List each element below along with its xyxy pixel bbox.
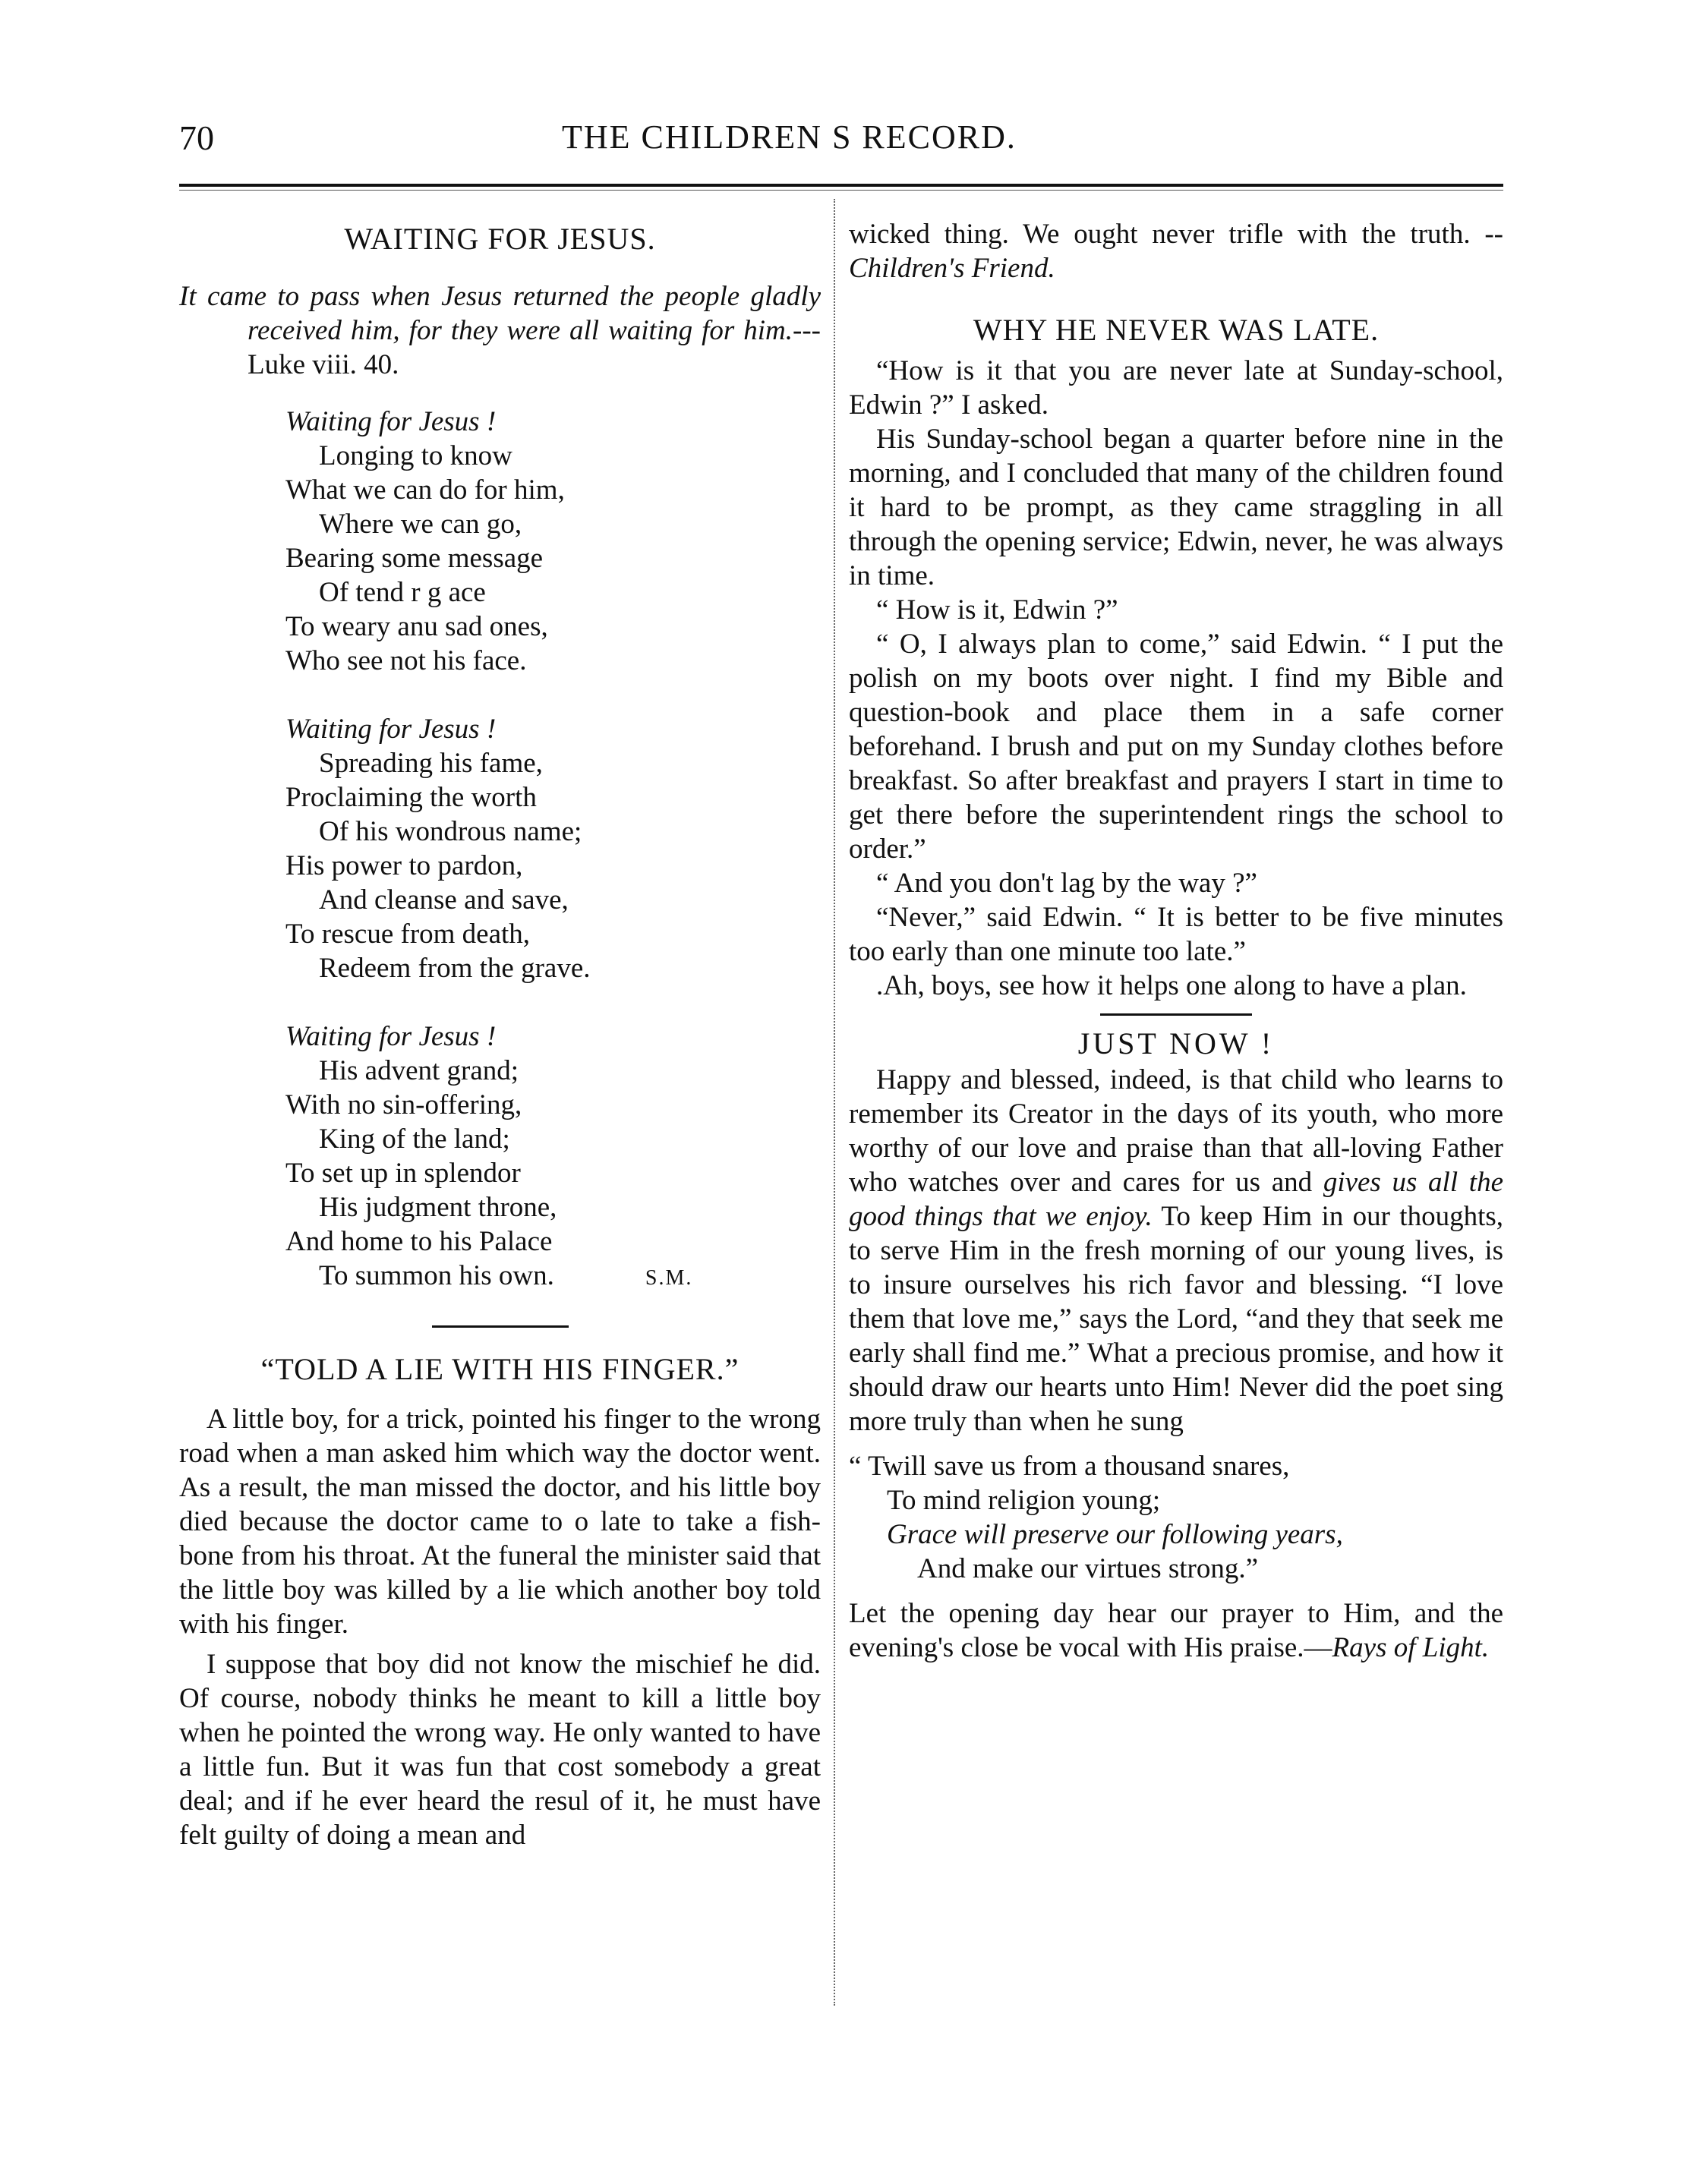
justnow-source: Rays of Light. (1332, 1632, 1490, 1663)
epigraph-reference: ---Luke viii. 40. (248, 315, 821, 380)
hymn-verse (849, 1449, 1503, 1586)
poem-line: To set up in splendor (285, 1158, 521, 1189)
justnow-text-a: Happy and blessed, indeed, is that child who learns to remember its Creator in the days of its youth, who more worthy of our love and praise than that all-loving Father who watches over and cares for us and (849, 1064, 1503, 1198)
poem-title: WAITING FOR JESUS. (344, 222, 656, 256)
story-paragraph-1: A little boy, for a trick, pointed his finger to the wrong road when a man asked him which way the doctor went. As a result, the man missed the doctor, and his little boy died because the doctor came to o late to take a fish-bone from his throat. At the funeral the minister said that the little boy was killed by a lie which another boy told with his finger. (179, 1404, 821, 1640)
poem-line: Longing to know (319, 440, 512, 471)
late-paragraph: His Sunday-school began a quarter before nine in the morning, and I concluded that many of the children found it hard to be prompt, as they came straggling in all through the opening service; Edwin, never, he was always in time. (849, 424, 1503, 591)
running-title: THE CHILDREN S RECORD. (562, 118, 1017, 156)
poem-line: What we can do for him, (285, 474, 565, 506)
poem-line: Where we can go, (319, 509, 522, 540)
poem-line: To weary anu sad ones, (285, 611, 548, 642)
poem-line: Waiting for Jesus ! (285, 714, 497, 745)
continued-body: wicked thing. We ought never trifle with the truth. -- (849, 219, 1503, 250)
justnow-paragraph-2 (849, 1596, 1503, 1665)
left-column (179, 206, 821, 1852)
poem-line: His judgment throne, (319, 1192, 557, 1223)
story-paragraph-2: I suppose that boy did not know the mischief he did. Of course, nobody thinks he meant to kill a little boy when he pointed the wrong way. He only wanted to have a little fun. But it was fun that cost somebody a great deal; and if he ever heard the resul of it, he must have felt guilty of doing a mean and (179, 1649, 821, 1851)
poem-line: Of tend r g ace (319, 577, 486, 608)
verse-line: “ Twill save us from a thousand snares, (849, 1451, 1290, 1482)
late-paragraph: “ O, I always plan to come,” said Edwin. “ I put the polish on my boots over night. I find my Bible and question-book and place them in a safe corner beforehand. I brush and put on my Sunday clothes before breakfast. So after breakfast and prayers I start in time to get there before the superintendent rings the school to order.” (849, 629, 1503, 865)
poem-line: With no sin-offering, (285, 1089, 522, 1120)
section-divider (432, 1325, 569, 1328)
poem-line (285, 1259, 821, 1295)
justnow-title: JUST NOW ! (1077, 1026, 1275, 1060)
justnow-text-b: To keep Him in our thoughts, to serve Him in the fresh morning of our young lives, is to insure ourselves his rich favor and blessing. “I love them that love me,” says the Lord, “and they that seek me early shall find me.” What a precious promise, and how it should draw our hearts unto Him! Never did the poet sing more truly than when he sung (849, 1201, 1503, 1437)
header-rule (179, 184, 1503, 187)
poem-stanza-3 (285, 1020, 821, 1295)
poem-line: His power to pardon, (285, 850, 523, 881)
epigraph-text: It came to pass when Jesus returned the people gladly received him, for they were all waiting for him. (179, 281, 821, 346)
right-column (849, 206, 1503, 1665)
continued-source: Children's Friend. (849, 253, 1055, 284)
verse-line: And make our virtues strong.” (917, 1553, 1259, 1584)
poem-stanza-2 (285, 712, 821, 985)
story-title: “TOLD A LIE WITH HIS FINGER.” (260, 1352, 740, 1386)
poem-line: Proclaiming the worth (285, 782, 537, 813)
late-title: WHY HE NEVER WAS LATE. (973, 313, 1380, 347)
poem-line: And cleanse and save, (319, 884, 569, 916)
poem-epigraph (179, 279, 821, 382)
justnow-paragraph-1 (849, 1063, 1503, 1439)
poem-line: Who see not his face. (285, 645, 527, 676)
verse-line: Grace will preserve our following years, (887, 1519, 1343, 1550)
section-divider (1100, 1013, 1252, 1016)
justnow-italic-text: gives us all the good things that we enjoy. (849, 1167, 1503, 1232)
poem-line: To rescue from death, (285, 919, 531, 950)
header-rule-thin (179, 190, 1503, 191)
continued-text (849, 217, 1503, 285)
column-divider (834, 199, 835, 2006)
poem-last-line: To summon his own. (319, 1260, 554, 1291)
poem-stanza-1 (285, 405, 821, 678)
poem-signature: S.M. (645, 1266, 693, 1290)
late-paragraph: “How is it that you are never late at Sunday-school, Edwin ?” I asked. (849, 355, 1503, 421)
late-paragraph: “ And you don't lag by the way ?” (876, 868, 1257, 899)
page-number: 70 (179, 118, 214, 157)
poem-line: Spreading his fame, (319, 748, 543, 779)
poem-line: King of the land; (319, 1124, 510, 1155)
justnow-closing-text: Let the opening day hear our prayer to Him, and the evening's close be vocal with His praise.— (849, 1598, 1503, 1663)
verse-line: To mind religion young; (887, 1485, 1161, 1516)
poem-line: Bearing some message (285, 543, 544, 574)
poem-line: And home to his Palace (285, 1226, 553, 1257)
late-paragraph: “ How is it, Edwin ?” (876, 594, 1118, 626)
late-paragraph: “Never,” said Edwin. “ It is better to be five minutes too early than one minute too late.” (849, 902, 1503, 967)
poem-line: His advent grand; (319, 1055, 519, 1086)
poem-line: Redeem from the grave. (319, 953, 591, 984)
poem-line: Of his wondrous name; (319, 816, 582, 847)
poem-line: Waiting for Jesus ! (285, 1021, 497, 1052)
late-paragraph: .Ah, boys, see how it helps one along to have a plan. (876, 970, 1467, 1001)
poem-line: Waiting for Jesus ! (285, 406, 497, 437)
